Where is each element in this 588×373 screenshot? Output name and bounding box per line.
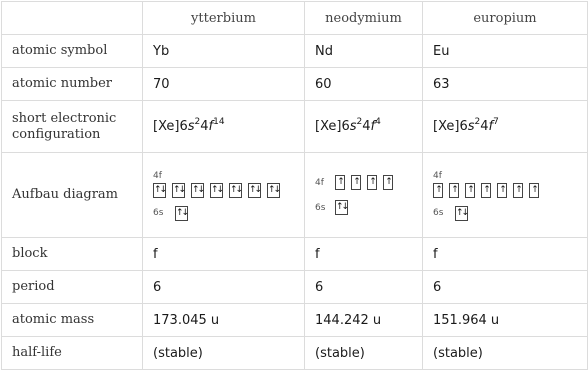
orbital-box: ↑↓ bbox=[335, 200, 348, 215]
column-header-neodymium: neodymium bbox=[305, 2, 423, 35]
cell-value: 6 bbox=[305, 271, 423, 304]
cell-value: 63 bbox=[423, 68, 588, 101]
cell-value: 173.045 u bbox=[143, 304, 305, 337]
f-orbital-boxes bbox=[335, 175, 399, 190]
orbital-label-6s: 6s bbox=[153, 208, 164, 218]
cell-value: 6 bbox=[143, 271, 305, 304]
orbital-box: ↑↓ bbox=[175, 206, 188, 221]
aufbau-cell-ytterbium bbox=[143, 153, 305, 238]
table-row-aufbau bbox=[2, 153, 588, 238]
config-cell-europium: $[Xe]6s^24f^7$ bbox=[423, 101, 588, 153]
table-row-block bbox=[2, 238, 588, 271]
f-orbital-boxes bbox=[433, 183, 545, 198]
orbital-box: ↑↓ bbox=[191, 183, 204, 198]
orbital-box: ↑↓ bbox=[172, 183, 185, 198]
orbital-box: ↑ bbox=[335, 175, 345, 190]
row-label: atomic mass bbox=[2, 304, 143, 337]
orbital-label-6s: 6s bbox=[433, 208, 444, 218]
orbital-box: ↑ bbox=[351, 175, 361, 190]
orbital-box: ↑ bbox=[383, 175, 393, 190]
s-orbital-boxes bbox=[335, 200, 354, 215]
config-cell-ytterbium: $[Xe]6s^24f^{14}$ bbox=[143, 101, 305, 153]
orbital-box: ↑ bbox=[449, 183, 459, 198]
corner-cell bbox=[2, 2, 143, 35]
cell-value: 70 bbox=[143, 68, 305, 101]
aufbau-diagram bbox=[433, 170, 587, 221]
row-label: atomic number bbox=[2, 68, 143, 101]
cell-value: (stable) bbox=[423, 337, 588, 370]
table-row-half-life bbox=[2, 337, 588, 370]
orbital-box: ↑ bbox=[433, 183, 443, 198]
orbital-label-4f: 4f bbox=[433, 170, 442, 181]
cell-value: 144.242 u bbox=[305, 304, 423, 337]
cell-value: f bbox=[423, 238, 588, 271]
orbital-box: ↑ bbox=[497, 183, 507, 198]
table-row-period bbox=[2, 271, 588, 304]
row-label: block bbox=[2, 238, 143, 271]
s-orbital-boxes bbox=[175, 206, 194, 221]
row-label: period bbox=[2, 271, 143, 304]
cell-value: 151.964 u bbox=[423, 304, 588, 337]
element-comparison-table bbox=[1, 1, 588, 370]
cell-value: f bbox=[305, 238, 423, 271]
orbital-label-6s: 6s bbox=[315, 202, 326, 213]
aufbau-cell-neodymium bbox=[305, 153, 423, 238]
cell-value: Eu bbox=[423, 35, 588, 68]
s-orbital-boxes bbox=[455, 206, 474, 221]
aufbau-diagram bbox=[315, 175, 422, 215]
orbital-box: ↑↓ bbox=[153, 183, 166, 198]
orbital-box: ↑↓ bbox=[210, 183, 223, 198]
aufbau-cell-europium bbox=[423, 153, 588, 238]
column-header-ytterbium: ytterbium bbox=[143, 2, 305, 35]
header-row bbox=[2, 2, 588, 35]
orbital-box: ↑↓ bbox=[229, 183, 242, 198]
cell-value: (stable) bbox=[305, 337, 423, 370]
cell-value: 60 bbox=[305, 68, 423, 101]
row-label: Aufbau diagram bbox=[2, 153, 143, 238]
orbital-box: ↑ bbox=[481, 183, 491, 198]
orbital-label-4f: 4f bbox=[315, 177, 324, 188]
row-label: half-life bbox=[2, 337, 143, 370]
row-label: short electronic configuration bbox=[2, 101, 143, 153]
config-cell-neodymium: $[Xe]6s^24f^4$ bbox=[305, 101, 423, 153]
f-orbital-boxes bbox=[153, 183, 286, 198]
orbital-box: ↑ bbox=[513, 183, 523, 198]
row-label: atomic symbol bbox=[2, 35, 143, 68]
orbital-label-4f: 4f bbox=[153, 170, 162, 181]
orbital-box: ↑ bbox=[465, 183, 475, 198]
aufbau-diagram bbox=[153, 170, 304, 221]
table-row-atomic-number bbox=[2, 68, 588, 101]
orbital-box: ↑ bbox=[367, 175, 377, 190]
orbital-box: ↑ bbox=[529, 183, 539, 198]
table-row-electron-config bbox=[2, 101, 588, 153]
cell-value: f bbox=[143, 238, 305, 271]
cell-value: 6 bbox=[423, 271, 588, 304]
orbital-box: ↑↓ bbox=[248, 183, 261, 198]
column-header-europium: europium bbox=[423, 2, 588, 35]
table-row-atomic-symbol bbox=[2, 35, 588, 68]
orbital-box: ↑↓ bbox=[455, 206, 468, 221]
orbital-box: ↑↓ bbox=[267, 183, 280, 198]
cell-value: Nd bbox=[305, 35, 423, 68]
table-row-atomic-mass bbox=[2, 304, 588, 337]
cell-value: Yb bbox=[143, 35, 305, 68]
cell-value: (stable) bbox=[143, 337, 305, 370]
